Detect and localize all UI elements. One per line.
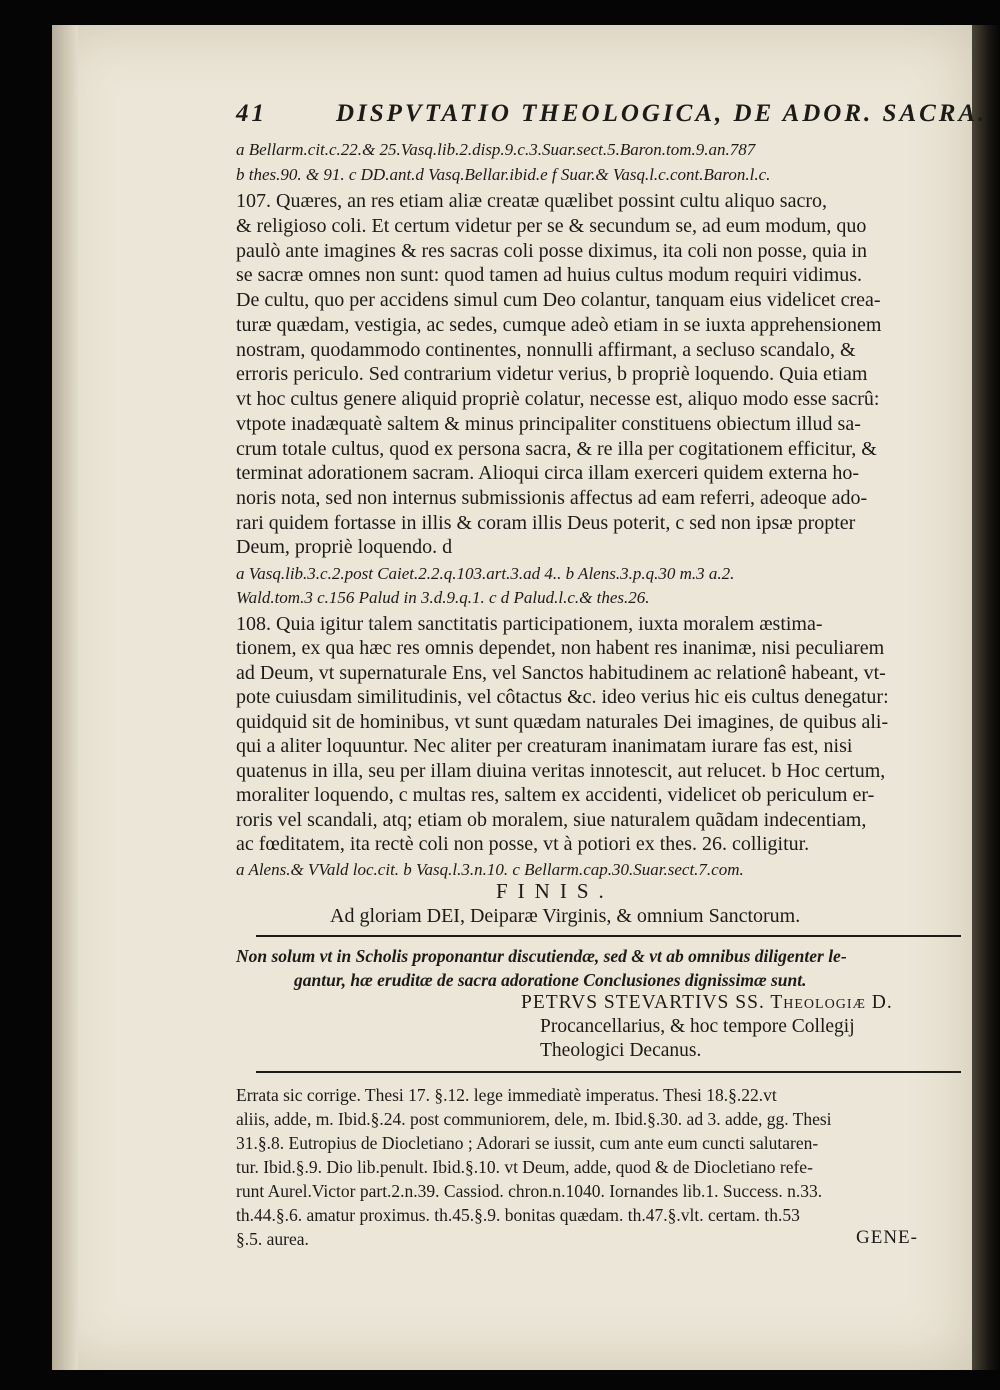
text-line: qui a aliter loquuntur. Nec aliter per creaturam inanimatam iurare fas est, nisi (236, 735, 853, 757)
divider-rule (256, 935, 961, 937)
margin-note: a Alens.& VVald loc.cit. b Vasq.l.3.n.10. c Bellarm.cap.30.Suar.sect.7.com. (236, 860, 744, 879)
margin-note: a Vasq.lib.3.c.2.post Caiet.2.2.q.103.art.3.ad 4.. b Alens.3.p.q.30 m.3 a.2. (236, 564, 735, 583)
errata-line: th.44.§.6. amatur proximus. th.45.§.9. bonitas quædam. th.47.§.vlt. certam. th.53 (236, 1205, 800, 1225)
errata-line: tur. Ibid.§.9. Dio lib.penult. Ibid.§.10. vt Deum, adde, quod & de Diocletiano refe- (236, 1157, 813, 1177)
text-line: De cultu, quo per accidens simul cum Deo colantur, tanquam eius videlicet crea- (236, 289, 881, 311)
page-edge (972, 25, 1000, 1370)
signature-line: PETRVS STEVARTIVS SS. Theologiæ D. (521, 992, 893, 1013)
closing-dedication: Ad gloriam DEI, Deiparæ Virginis, & omnium Sanctorum. (330, 905, 801, 927)
text-line: ac fœditatem, ita rectè coli non posse, vt à potiori ex thes. 26. colligitur. (236, 833, 810, 855)
errata-line: runt Aurel.Victor part.2.n.39. Cassiod. chron.n.1040. Iornandes lib.1. Success. n.33. (236, 1181, 823, 1201)
text-line: turæ quædam, vestigia, ac sedes, cumque adeò etiam in se iuxta apprehensionem (236, 314, 882, 336)
signature-line: Theologici Decanus. (540, 1040, 702, 1061)
finis: FINIS. (496, 879, 614, 903)
catchword: GENE- (856, 1227, 918, 1248)
divider-rule (256, 1071, 961, 1073)
text-line: pote cuiusdam similitudinis, vel côtactus &c. ideo verius hic eis cultus denegatur: (236, 686, 889, 708)
text-line: 107. Quæres, an res etiam aliæ creatæ quælibet possint cultu aliquo sacro, (236, 190, 827, 212)
text-line: terminat adorationem sacram. Alioqui circa illam exerceri quidem externa ho- (236, 462, 860, 484)
margin-note: a Bellarm.cit.c.22.& 25.Vasq.lib.2.disp.9.c.3.Suar.sect.5.Baron.tom.9.an.787 (236, 140, 756, 159)
text-line: vtpote inadæquatè saltem & minus principaliter constituens obiectum illud sa- (236, 413, 861, 435)
folio-number: 41 (236, 100, 267, 127)
text-line: roris vel scandali, atq; etiam ob moralem, siue naturalem quãdam indecentiam, (236, 809, 867, 831)
errata-line: §.5. aurea. (236, 1229, 309, 1249)
text-line: 108. Quia igitur talem sanctitatis participationem, iuxta moralem æstima- (236, 613, 823, 635)
text-line: ad Deum, vt supernaturale Ens, vel Sanctos habitudinem ac relationê habeant, vt- (236, 662, 886, 684)
text-line: rari quidem fortasse in illis & coram illis Deus poterit, c sed non ipsæ propter (236, 512, 856, 534)
text-line: & religioso coli. Et certum videtur per se & secundum se, ad eum modum, quo (236, 215, 867, 237)
page-gutter (52, 25, 78, 1370)
text-line: noris nota, sed non internus submissionis affectus ad eam referri, adeoque ado- (236, 487, 868, 509)
text-line: paulò ante imagines & res sacras coli posse diximus, ita coli non posse, quia in (236, 240, 867, 262)
errata-line: aliis, adde, m. Ibid.§.24. post communiorem, dele, m. Ibid.§.30. ad 3. adde, gg. Thesi (236, 1109, 832, 1129)
text-line: tionem, ex qua hæc res omnis dependet, non habent res inanimæ, nisi peculiarem (236, 637, 885, 659)
margin-note: Wald.tom.3 c.156 Palud in 3.d.9.q.1. c d Palud.l.c.& thes.26. (236, 588, 650, 607)
signature-line: Procancellarius, & hoc tempore Collegij (540, 1016, 855, 1037)
text-line: se sacræ omnes non sunt: quod tamen ad huius cultus modum requiri vidimus. (236, 264, 863, 286)
text-line: quatenus in illa, seu per illam diuina veritas innotescit, aut relucet. b Hoc certum, (236, 760, 886, 782)
text-line: quidquid sit de hominibus, vt sunt quædam naturales Dei imagines, de quibus ali- (236, 711, 889, 733)
text-line: moraliter loquendo, c multas res, saltem ex accidenti, videlicet ob periculum er- (236, 784, 875, 806)
imprimatur-line: Non solum vt in Scholis proponantur discutiendæ, sed & vt ab omnibus diligenter le- (236, 946, 847, 966)
text-line: vt hoc cultus genere aliquid propriè colatur, necesse est, aliquo modo esse sacrû: (236, 388, 880, 410)
text-line: erroris periculo. Sed contrarium videtur verius, b propriè loquendo. Quia etiam (236, 363, 868, 385)
errata-line: 31.§.8. Eutropius de Diocletiano ; Adorari se iussit, cum ante eum cuncti salutaren- (236, 1133, 819, 1153)
text-line: crum totale cultus, quod ex persona sacra, & re illa per cogitationem efficitur, & (236, 438, 877, 460)
margin-note: b thes.90. & 91. c DD.ant.d Vasq.Bellar.ibid.e f Suar.& Vasq.l.c.cont.Baron.l.c. (236, 165, 771, 184)
text-line: nostram, quodammodo continentes, nonnulli affirmant, a secluso scandalo, & (236, 339, 856, 361)
text-line: Deum, propriè loquendo. d (236, 536, 453, 558)
running-title: DISPVTATIO THEOLOGICA, DE ADOR. SACRA. (336, 100, 988, 127)
errata-line: Errata sic corrige. Thesi 17. §.12. lege immediatè imperatus. Thesi 18.§.22.vt (236, 1085, 777, 1105)
page-header (236, 100, 988, 136)
imprimatur-line: gantur, hæ eruditæ de sacra adoratione Conclusiones dignissimæ sunt. (294, 970, 807, 990)
